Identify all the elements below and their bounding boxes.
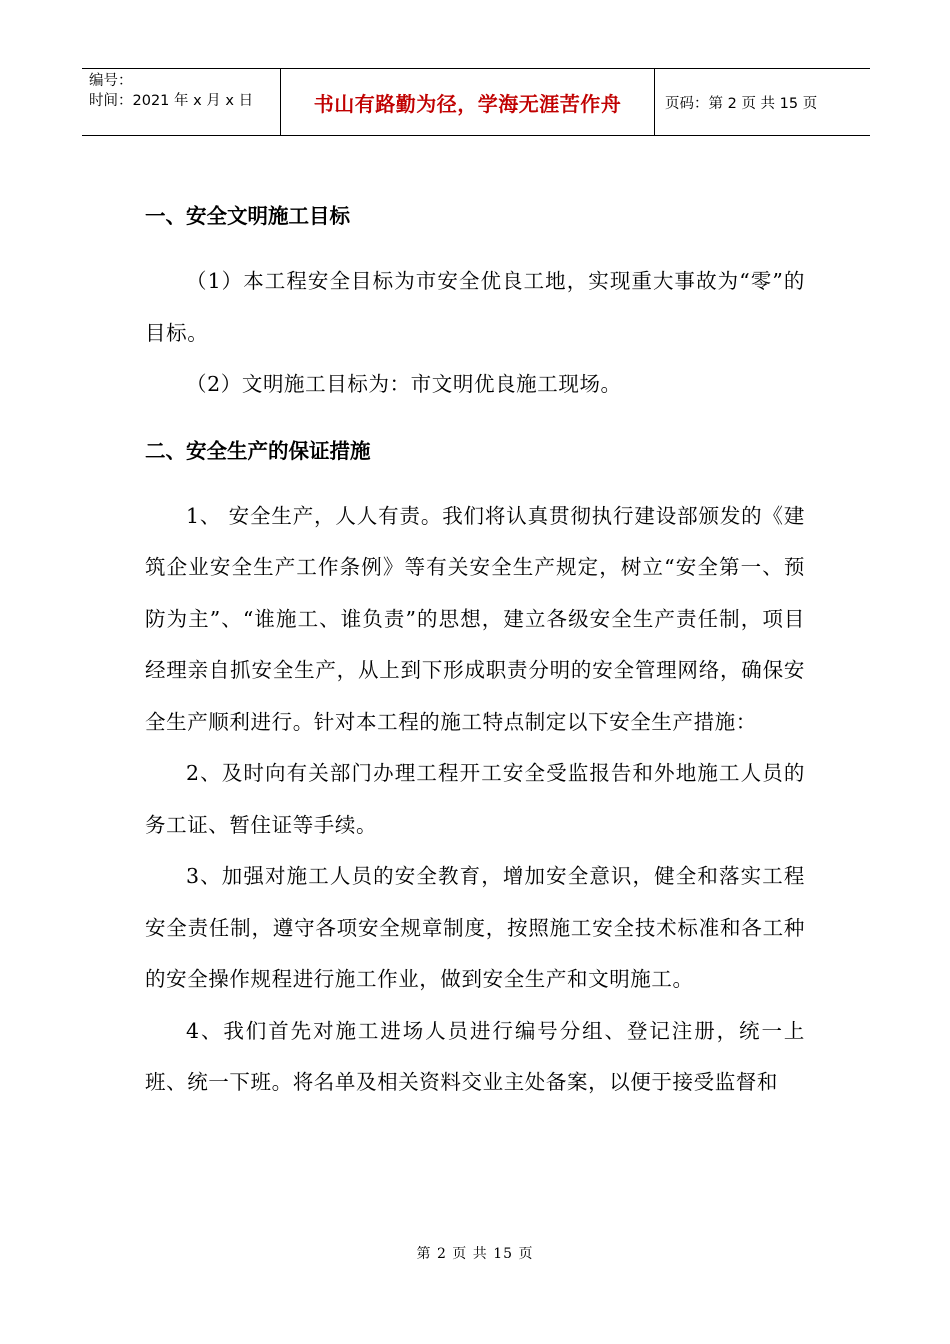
section-heading: 一、安全文明施工目标 <box>145 204 350 228</box>
paragraph: 3、加强对施工人员的安全教育，增加安全意识，健全和落实工程安全责任制，遵守各项安全规章制度，按照施工安全技术标准和各工种的安全操作规程进行施工作业，做到安全生产和文明施工。 <box>145 864 805 991</box>
paragraph: 2、及时向有关部门办理工程开工安全受监报告和外地施工人员的务工证、暂住证等手续。 <box>145 761 805 837</box>
header-motto: 书山有路勤为径，学海无涯苦作舟 <box>281 69 655 135</box>
document-date: 时间：2021 年 x 月 x 日 <box>89 93 254 109</box>
paragraph: （2）文明施工目标为：市文明优良施工现场。 <box>186 372 622 396</box>
paragraph: 4、我们首先对施工进场人员进行编号分组、登记注册，统一上班、统一下班。将名单及相关资料交业主处备案，以便于接受监督和 <box>145 1018 805 1094</box>
paragraph: （1）本工程安全目标为市安全优良工地，实现重大事故为“零”的目标。 <box>145 269 805 345</box>
document-number-label: 编号： <box>89 73 133 89</box>
page-header <box>82 68 870 136</box>
header-meta <box>82 69 281 135</box>
header-page-info: 页码：第 2 页 共 15 页 <box>665 95 818 112</box>
page-footer: 第 2 页 共 15 页 <box>416 1246 534 1262</box>
document-body <box>145 190 805 1109</box>
paragraph: 1、 安全生产，人人有责。我们将认真贯彻执行建设部颁发的《建筑企业安全生产工作条例》等有关安全生产规定，树立“安全第一、预防为主”、“谁施工、谁负责”的思想，建立各级安全生产责任制，项目经理亲自抓安全生产，从上到下形成职责分明的安全管理网络，确保安全生产顺利进行。针对本工程的施工特点制定以下安全生产措施： <box>145 503 805 734</box>
section-heading: 二、安全生产的保证措施 <box>145 438 371 463</box>
